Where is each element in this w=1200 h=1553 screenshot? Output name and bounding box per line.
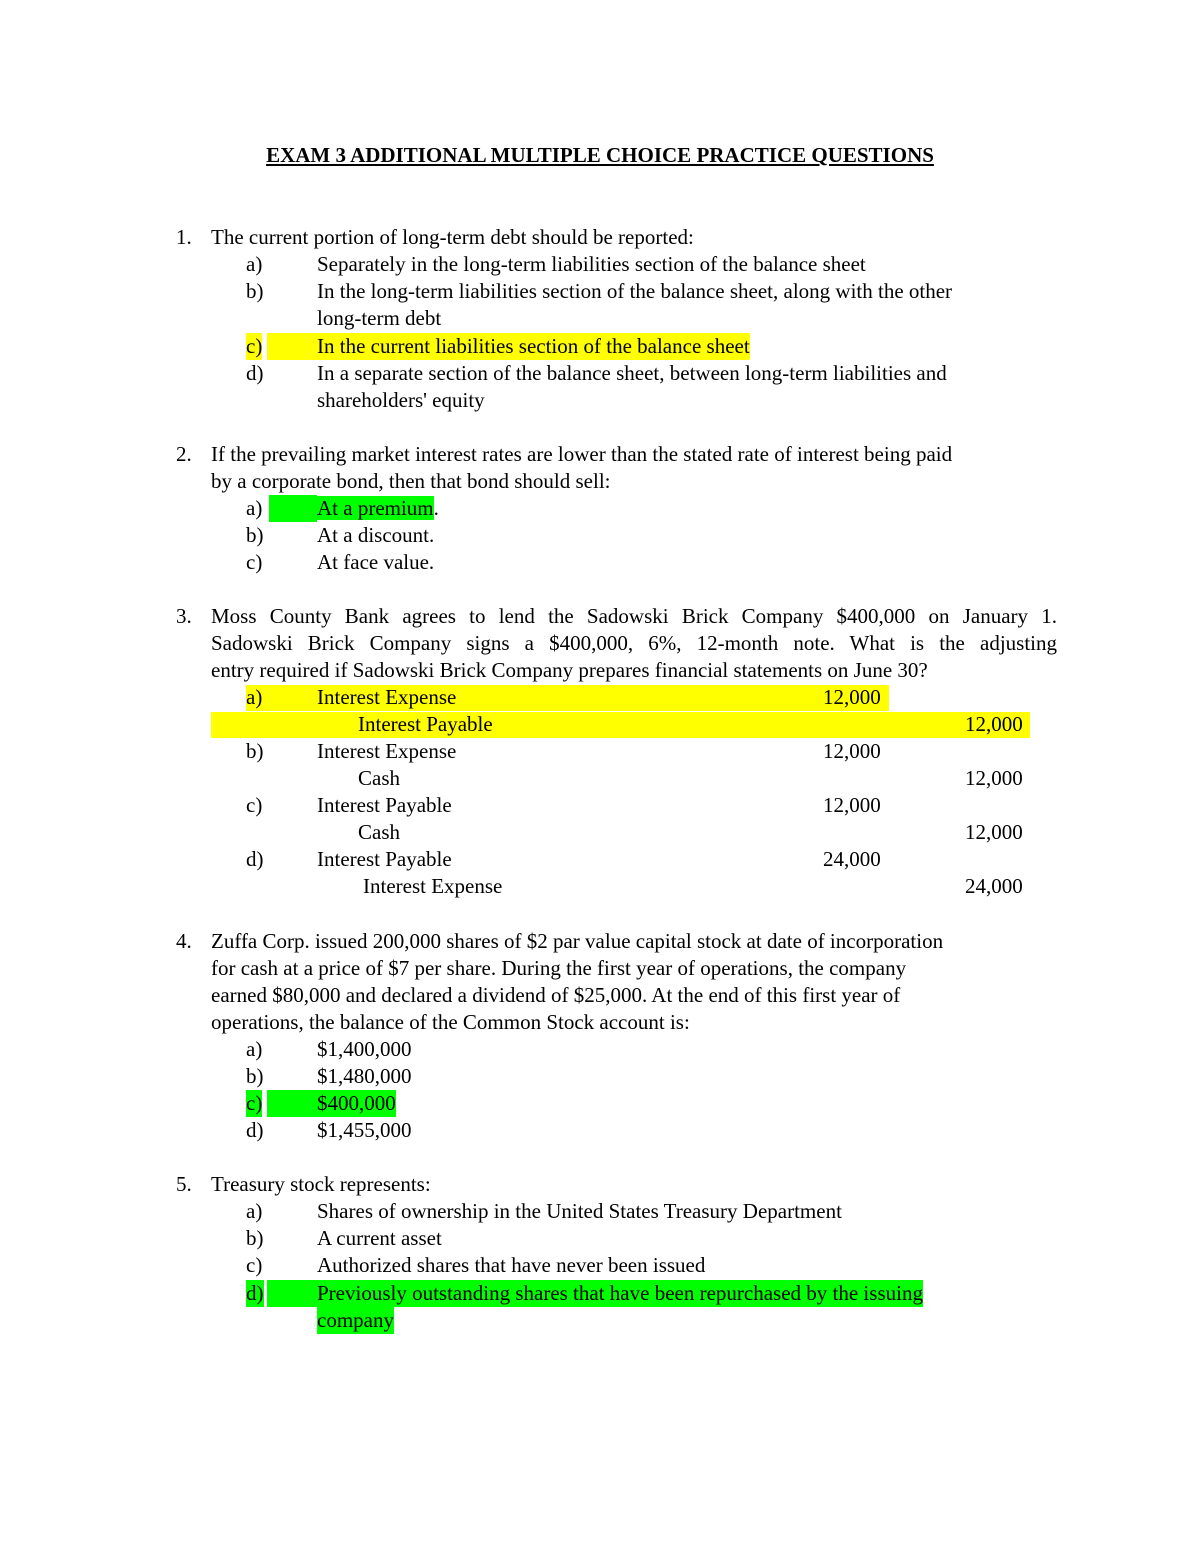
journal-debit-amount: 12,000 [823,793,881,817]
correct-option-letter: a) [246,685,263,709]
option-letter: b) [246,739,264,763]
journal-credit-account: Interest Payable [358,712,493,736]
option-letter: b) [246,279,264,303]
option-text: A current asset [317,1226,442,1250]
option-text: At a discount. [317,523,435,547]
journal-credit-account: Cash [358,766,400,790]
question-text-continued: for cash at a price of $7 per share. During the first year of operations, the company [211,956,907,980]
option-letter: b) [246,1226,264,1250]
question-number: 1. [176,225,192,249]
option-text: Authorized shares that have never been issued [317,1253,706,1277]
highlight-gap [267,1280,317,1307]
highlight-gap [269,495,317,522]
journal-debit-amount: 12,000 [823,739,881,763]
question-number: 3. [176,604,192,628]
journal-credit-amount: 24,000 [965,874,1023,898]
option-letter: c) [246,1253,263,1277]
option-text: In a separate section of the balance sheet, between long-term liabilities and [317,361,947,385]
option-letter: a) [246,496,263,520]
question-number: 4. [176,929,192,953]
journal-credit-account: Interest Expense [363,874,503,898]
correct-option-text: At a premium [317,496,434,520]
journal-debit-account: Interest Expense [317,739,457,763]
journal-debit-account: Interest Payable [317,793,452,817]
option-text: In the long-term liabilities section of the balance sheet, along with the other [317,279,953,303]
correct-option-text-continued: company [317,1308,394,1332]
option-letter: a) [246,1199,263,1223]
correct-option-letter: c) [246,334,263,358]
option-text-continued: shareholders' equity [317,388,485,412]
option-text: Separately in the long-term liabilities section of the balance sheet [317,252,866,276]
option-letter: b) [246,1064,264,1088]
correct-option-letter: c) [246,1091,263,1115]
option-letter: b) [246,523,264,547]
journal-credit-account: Cash [358,820,400,844]
option-text: At face value. [317,550,435,574]
journal-credit-amount: 12,000 [965,712,1023,736]
question-text: Zuffa Corp. issued 200,000 shares of $2 par value capital stock at date of incorporation [211,929,944,953]
highlight-gap [267,333,317,360]
question-text-continued: Sadowski Brick Company signs a $400,000, 6%, 12-month note. What is the adjusting [211,631,1057,655]
question-text: If the prevailing market interest rates are lower than the stated rate of interest being paid [211,442,953,466]
correct-option [317,495,439,522]
question-text: Moss County Bank agrees to lend the Sadowski Brick Company $400,000 on January 1. [211,604,1057,628]
option-text-continued: long-term debt [317,306,442,330]
option-text: Shares of ownership in the United States Treasury Department [317,1199,842,1223]
option-suffix: . [433,496,439,520]
option-letter: a) [246,252,263,276]
question-text: Treasury stock represents: [211,1172,431,1196]
highlight-band [211,712,1030,738]
correct-option-text: In the current liabilities section of the balance sheet [317,334,750,358]
journal-debit-account: Interest Payable [317,847,452,871]
option-text: $1,480,000 [317,1064,412,1088]
journal-debit-amount: 24,000 [823,847,881,871]
question-text-continued: by a corporate bond, then that bond should sell: [211,469,611,493]
question-number: 2. [176,442,192,466]
option-letter: c) [246,793,263,817]
highlight-gap [267,1090,317,1117]
question-text-continued: entry required if Sadowski Brick Company prepares financial statements on June 30? [211,658,928,682]
question-text-continued: operations, the balance of the Common Stock account is: [211,1010,690,1034]
question-number: 5. [176,1172,192,1196]
option-text: $1,400,000 [317,1037,412,1061]
journal-debit-amount: 12,000 [823,685,881,709]
correct-option-text: $400,000 [317,1091,396,1115]
option-letter: d) [246,361,264,385]
journal-credit-amount: 12,000 [965,766,1023,790]
journal-credit-amount: 12,000 [965,820,1023,844]
question-text-continued: earned $80,000 and declared a dividend of $25,000. At the end of this first year of [211,983,901,1007]
page-title: EXAM 3 ADDITIONAL MULTIPLE CHOICE PRACTICE QUESTIONS [266,143,934,167]
question-text: The current portion of long-term debt should be reported: [211,225,694,249]
correct-option-text: Previously outstanding shares that have been repurchased by the issuing [317,1281,923,1305]
option-letter: d) [246,1118,264,1142]
option-letter: a) [246,1037,263,1061]
journal-debit-account: Interest Expense [317,685,457,709]
correct-option-letter: d) [246,1281,264,1305]
option-letter: d) [246,847,264,871]
option-letter: c) [246,550,263,574]
option-text: $1,455,000 [317,1118,412,1142]
